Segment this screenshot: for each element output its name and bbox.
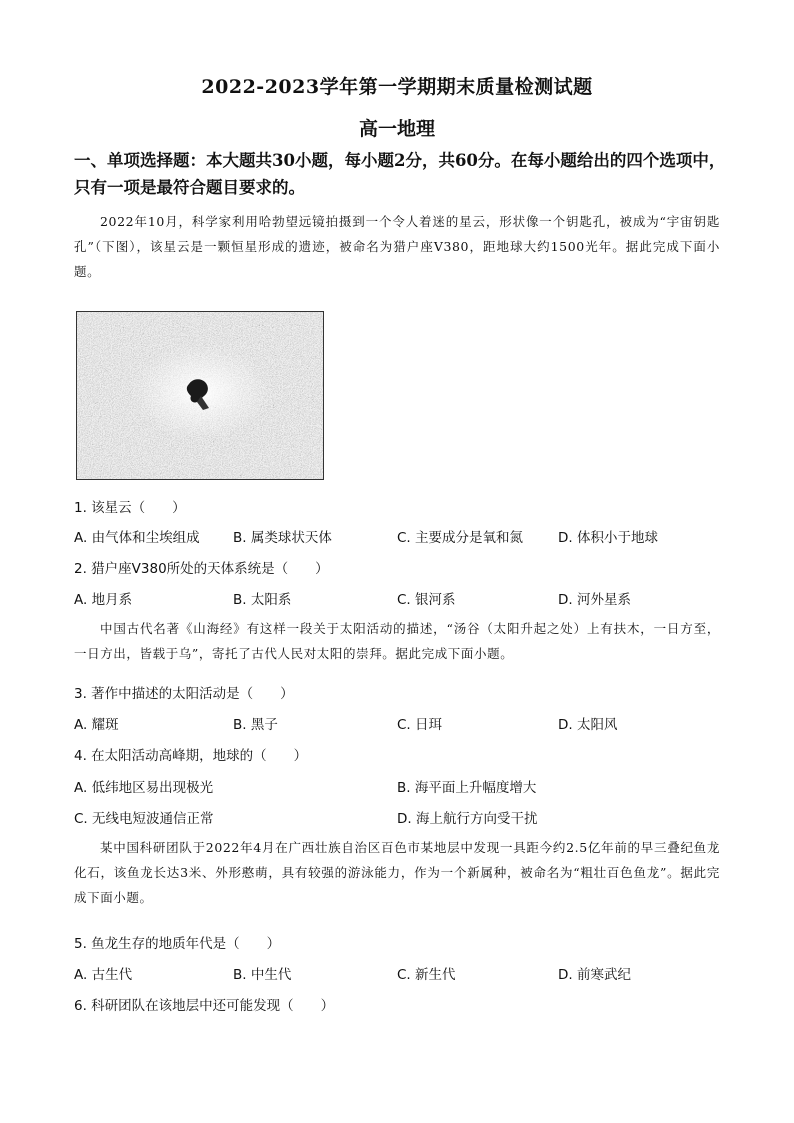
- exam-title: 2022-2023学年第一学期期末质量检测试题: [201, 76, 593, 98]
- question-5-option-a: A. 古生代: [74, 967, 133, 983]
- passage-ichthyosaur: 某中国科研团队于2022年4月在广西壮族自治区百色市某地层中发现一具距今约2.5亿年前的早三叠纪鱼龙化石，该鱼龙长达3米、外形憨萌，具有较强的游泳能力，作为一个新属种，被命名为“粗壮百色鱼龙”。据此完成下面小题。: [74, 840, 720, 905]
- question-2-option-a: A. 地月系: [74, 592, 133, 608]
- keyhole-nebula-image: [77, 312, 323, 479]
- question-4-stem: 4. 在太阳活动高峰期，地球的（ ）: [74, 748, 308, 764]
- question-5-stem: 5. 鱼龙生存的地质年代是（ ）: [74, 936, 281, 952]
- question-1-stem: 1. 该星云（ ）: [74, 500, 186, 516]
- question-4-option-c: C. 无线电短波通信正常: [74, 811, 214, 827]
- question-3-stem: 3. 著作中描述的太阳活动是（ ）: [74, 686, 294, 702]
- question-2-option-d: D. 河外星系: [558, 592, 631, 608]
- question-3-option-c: C. 日珥: [397, 717, 443, 733]
- question-1-option-b: B. 属类球状天体: [233, 530, 332, 546]
- question-1-option-d: D. 体积小于地球: [558, 530, 658, 546]
- nebula-photo: [76, 311, 324, 480]
- question-1-option-c: C. 主要成分是氧和氮: [397, 530, 524, 546]
- passage-nebula: 2022年10月，科学家利用哈勃望远镜拍摄到一个令人着迷的星云，形状像一个钥匙孔，被成为“宇宙钥匙孔”（下图），该星云是一颗恒星形成的遗迹，被命名为猎户座V380，距地球大约1500光年。据此完成下面小题。: [74, 214, 720, 279]
- question-5-option-b: B. 中生代: [233, 967, 292, 983]
- question-5-option-c: C. 新生代: [397, 967, 456, 983]
- question-3-option-b: B. 黑子: [233, 717, 278, 733]
- question-5-option-d: D. 前寒武纪: [558, 967, 631, 983]
- question-4-option-b: B. 海平面上升幅度增大: [397, 780, 537, 796]
- question-4-option-a: A. 低纬地区易出现极光: [74, 780, 214, 796]
- question-2-stem: 2. 猎户座V380所处的天体系统是（ ）: [74, 561, 329, 577]
- question-3-option-a: A. 耀斑: [74, 717, 119, 733]
- section-heading: 一、单项选择题：本大题共30小题，每小题2分，共60分。在每小题给出的四个选项中，只有一项是最符合题目要求的。: [74, 151, 726, 197]
- exam-subject: 高一地理: [358, 118, 435, 140]
- question-1-option-a: A. 由气体和尘埃组成: [74, 530, 200, 546]
- question-2-option-b: B. 太阳系: [233, 592, 292, 608]
- question-4-option-d: D. 海上航行方向受干扰: [397, 811, 538, 827]
- question-6-stem: 6. 科研团队在该地层中还可能发现（ ）: [74, 998, 335, 1014]
- passage-sun: 中国古代名著《山海经》有这样一段关于太阳活动的描述，“汤谷（太阳升起之处）上有扶木，一日方至，一日方出，皆载于乌”，寄托了古代人民对太阳的崇拜。据此完成下面小题。: [74, 621, 720, 661]
- question-2-option-c: C. 银河系: [397, 592, 456, 608]
- question-3-option-d: D. 太阳风: [558, 717, 618, 733]
